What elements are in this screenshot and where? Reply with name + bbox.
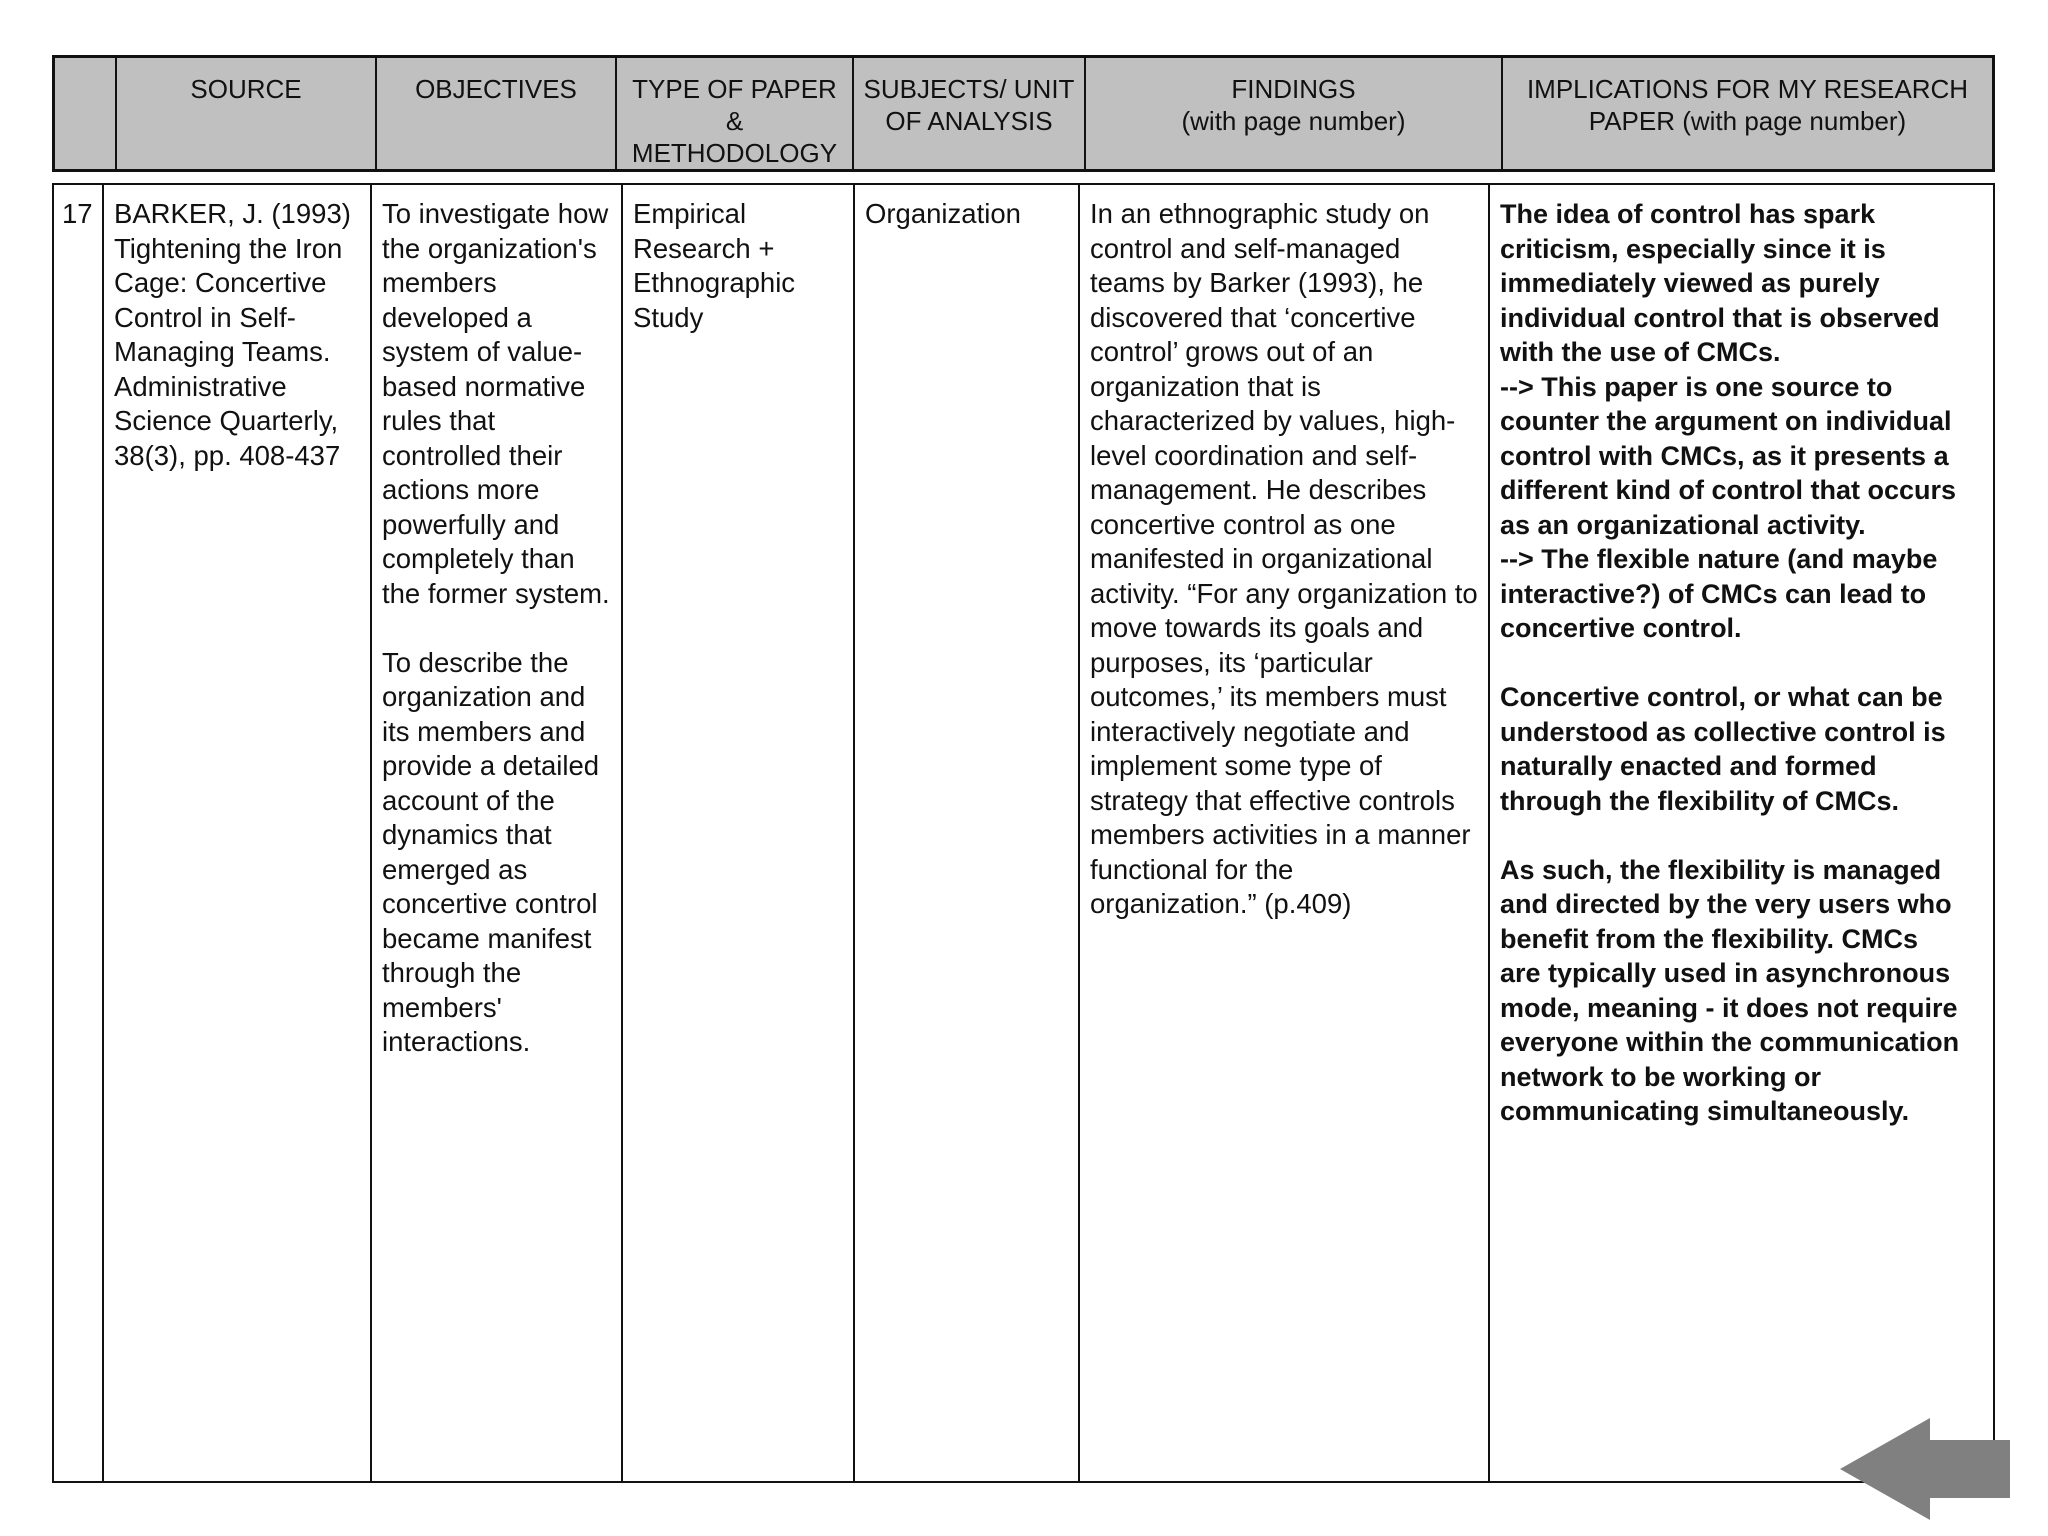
header-objectives: OBJECTIVES bbox=[375, 58, 615, 169]
cell-type-of-paper: Empirical Research + Ethnographic Study bbox=[621, 185, 853, 1481]
row-number: 17 bbox=[62, 198, 93, 229]
table-header bbox=[52, 55, 1995, 172]
left-arrow-shape bbox=[1840, 1418, 2010, 1520]
header-subjects: SUBJECTS/ UNIT OF ANALYSIS bbox=[852, 58, 1084, 169]
table-row bbox=[52, 183, 1995, 1483]
cell-objectives: To investigate how the organization's members developed a system of value- based normative rules that controlled their actions more powerfully and completely than the former system. To describe the organization and its members and provide a detailed account of the dynamics that emerged as concertive control became manifest through the members' interactions. bbox=[370, 185, 621, 1481]
header-findings: FINDINGS (with page number) bbox=[1084, 58, 1501, 169]
header-number bbox=[55, 58, 115, 169]
cell-implications: The idea of control has spark criticism, especially since it is immediately viewed as purely individual control that is observed with the use of CMCs. --> This paper is one source to counter the argument on individual control with CMCs, as it presents a different kind of control that occurs as an organizational activity. --> The flexible nature (and maybe interactive?) of CMCs can lead to concertive control. Concertive control, or what can be understood as collective control is naturally enacted and formed through the flexibility of CMCs. As such, the flexibility is managed and directed by the very users who benefit from the flexibility. CMCs are typically used in asynchronous mode, meaning - it does not require everyone within the communication network to be working or communicating simultaneously. bbox=[1488, 185, 1993, 1481]
header-type-of-paper: TYPE OF PAPER & METHODOLOGY bbox=[615, 58, 852, 169]
left-arrow-icon[interactable] bbox=[1840, 1418, 2010, 1520]
cell-source: BARKER, J. (1993) Tightening the Iron Cage: Concertive Control in Self- Managing Teams. Administrative Science Quarterly, 38(3), pp. 408-437 bbox=[102, 185, 370, 1481]
header-implications: IMPLICATIONS FOR MY RESEARCH PAPER (with page number) bbox=[1501, 58, 1992, 169]
cell-findings: In an ethnographic study on control and self-managed teams by Barker (1993), he discovered that ‘concertive control’ grows out of an organization that is characterized by values, high- level coordination and self- management. He describes concertive control as one manifested in organizational activity. “For any organization to move towards its goals and purposes, its ‘particular outcomes,’ its members must interactively negotiate and implement some type of strategy that effective controls members activities in a manner functional for the organization.” (p.409) bbox=[1078, 185, 1488, 1481]
cell-subjects: Organization bbox=[853, 185, 1078, 1481]
header-source: SOURCE bbox=[115, 58, 375, 169]
